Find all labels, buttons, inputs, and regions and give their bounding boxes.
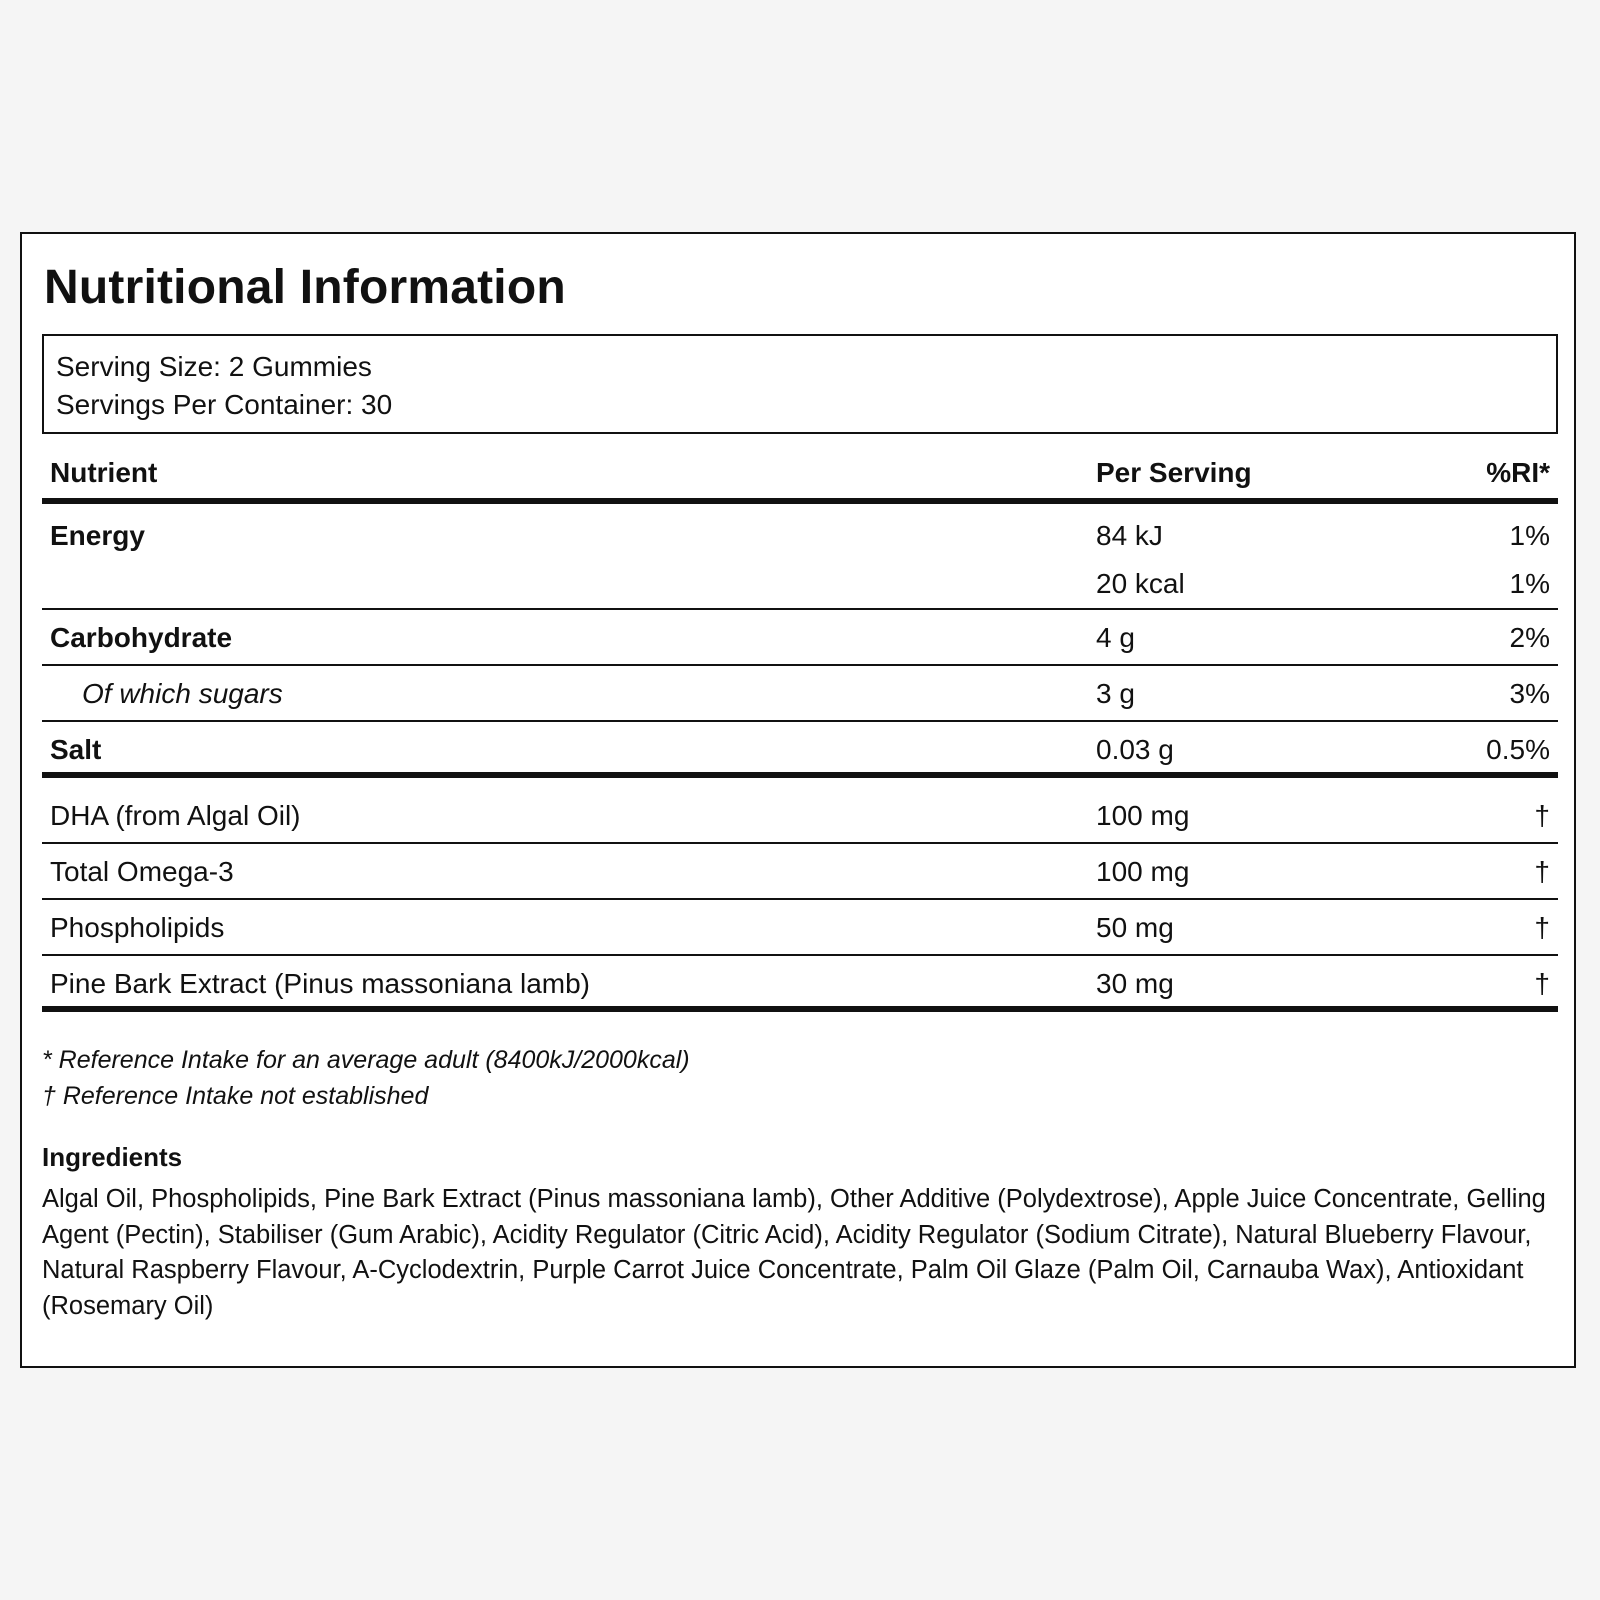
nutrient-label-pine-bark: Pine Bark Extract (Pinus massoniana lamb) xyxy=(50,968,590,999)
table-row-phospholipids xyxy=(42,900,1558,956)
header-per-serving: Per Serving xyxy=(1096,457,1252,488)
table-row-sugars xyxy=(42,666,1558,722)
footnotes xyxy=(42,1042,1558,1114)
pine-bark-ri: † xyxy=(1534,968,1550,999)
carbohydrate-ri: 2% xyxy=(1509,622,1550,653)
nutrient-label-phospholipids: Phospholipids xyxy=(50,912,225,943)
table-row-carbohydrate xyxy=(42,610,1558,666)
sugars-value: 3 g xyxy=(1096,678,1135,709)
nutrient-label-omega3: Total Omega-3 xyxy=(50,856,234,887)
salt-value: 0.03 g xyxy=(1096,734,1174,765)
nutrient-label-sugars: Of which sugars xyxy=(82,678,283,709)
carbohydrate-value: 4 g xyxy=(1096,622,1135,653)
phospholipids-value: 50 mg xyxy=(1096,912,1174,943)
serving-info-box xyxy=(42,334,1558,434)
servings-per-container: Servings Per Container: 30 xyxy=(56,389,393,420)
table-header-row xyxy=(42,448,1558,504)
table-row-energy-kcal xyxy=(42,558,1558,610)
sugars-ri: 3% xyxy=(1509,678,1550,709)
table-row-pine-bark xyxy=(42,956,1558,1012)
nutrient-label-salt: Salt xyxy=(50,734,102,765)
dagger-footnote: † Reference Intake not established xyxy=(42,1082,429,1110)
salt-ri: 0.5% xyxy=(1486,734,1550,765)
table-row-energy-kj xyxy=(42,504,1558,558)
omega3-value: 100 mg xyxy=(1096,856,1190,887)
nutrient-label-energy: Energy xyxy=(50,520,145,551)
nutrient-label-dha: DHA (from Algal Oil) xyxy=(50,800,301,831)
pine-bark-value: 30 mg xyxy=(1096,968,1174,999)
energy-kj-value: 84 kJ xyxy=(1096,520,1163,551)
ingredients-heading: Ingredients xyxy=(42,1142,183,1172)
energy-kcal-value: 20 kcal xyxy=(1096,568,1185,599)
header-nutrient: Nutrient xyxy=(50,457,158,488)
ri-footnote: * Reference Intake for an average adult (8400kJ/2000kcal) xyxy=(42,1046,690,1074)
serving-size: Serving Size: 2 Gummies xyxy=(56,351,372,382)
nutrient-label-carbohydrate: Carbohydrate xyxy=(50,622,233,653)
energy-kcal-ri: 1% xyxy=(1509,568,1550,599)
energy-kj-ri: 1% xyxy=(1509,520,1550,551)
table-spacer xyxy=(42,778,1558,788)
table-row-salt xyxy=(42,722,1558,778)
ingredients-text: Algal Oil, Phospholipids, Pine Bark Extract (Pinus massoniana lamb), Other Additive (Polydextrose), Apple Juice Concentrate, Gelling Agent (Pectin), Stabiliser (Gum Arabic), Acidity Regulator (Citric Acid), Acidity Regulator (Sodium Citrate), Natural Blueberry Flavour, Natural Raspberry Flavour, A-Cyclodextrin, Purple Carrot Juice Concentrate, Palm Oil Glaze (Palm Oil, Carnauba Wax), Antioxidant (Rosemary Oil) xyxy=(42,1185,1546,1320)
dha-ri: † xyxy=(1534,800,1550,831)
table-row-dha xyxy=(42,788,1558,844)
page-title: Nutritional Information xyxy=(44,261,566,314)
nutrition-panel xyxy=(20,232,1576,1368)
header-ri: %RI* xyxy=(1486,457,1550,488)
dha-value: 100 mg xyxy=(1096,800,1190,831)
omega3-ri: † xyxy=(1534,856,1550,887)
nutrition-table xyxy=(42,448,1558,1012)
phospholipids-ri: † xyxy=(1534,912,1550,943)
table-row-omega3 xyxy=(42,844,1558,900)
